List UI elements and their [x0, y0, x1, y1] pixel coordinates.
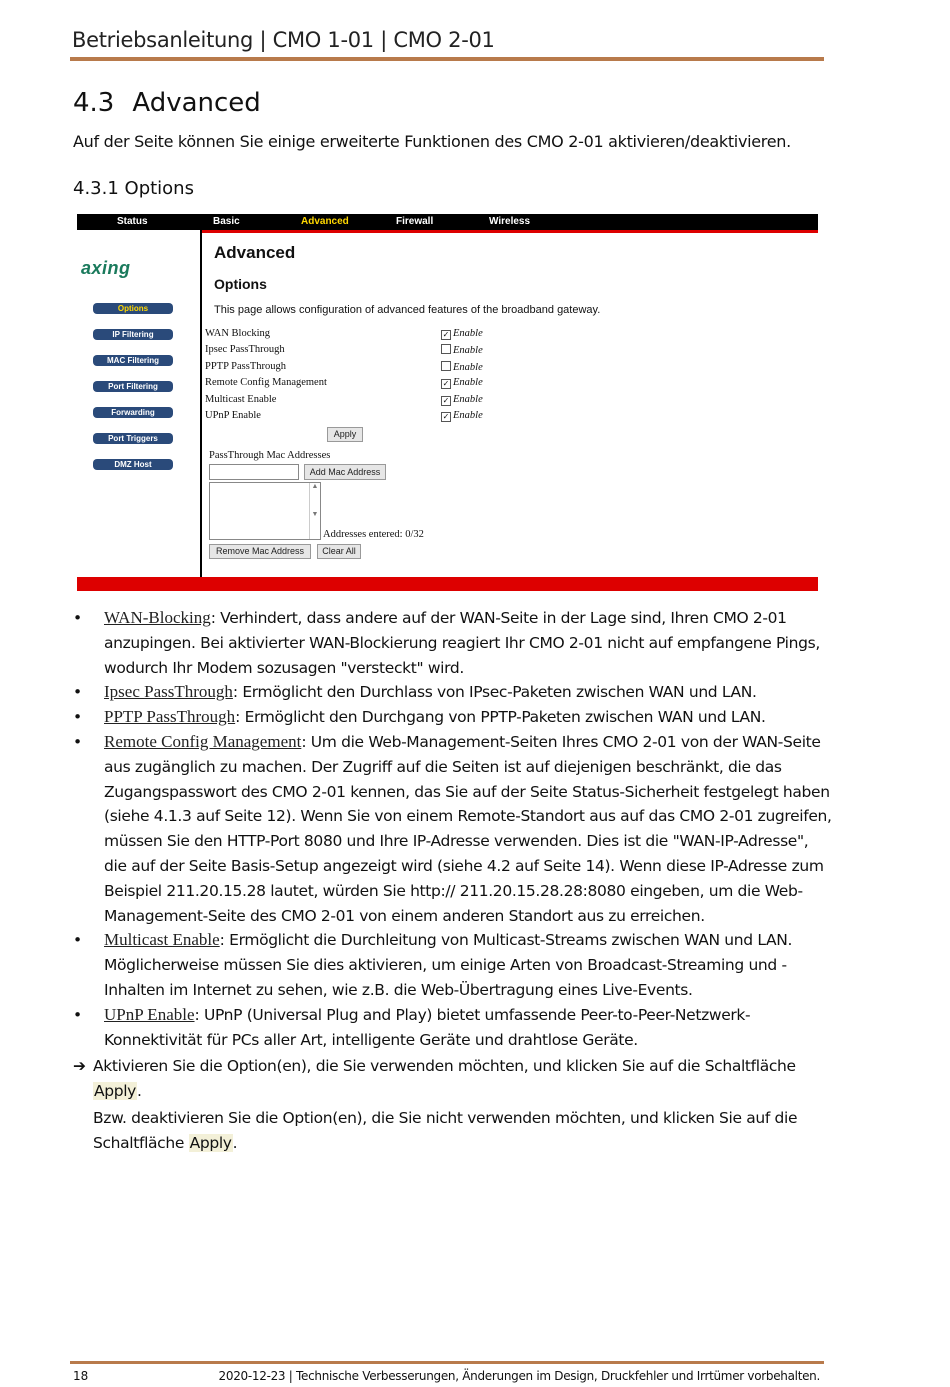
bullet-text: : UPnP (Universal Plug and Play) bietet umfassende Peer-to-Peer-Netzwerk-Konnektivität für PCs aller Art, intelligente Geräte und drahtlose Geräte. — [104, 1005, 751, 1049]
section-title: Advanced — [132, 88, 261, 118]
sidebar-item-ip-filtering: IP Filtering — [93, 329, 173, 340]
option-checkbox: ✓ Enable — [442, 394, 483, 405]
page-number: 18 — [73, 1369, 89, 1383]
router-screenshot — [77, 214, 818, 591]
bullet-text: : Ermöglicht die Durchleitung von Multicast-Streams zwischen WAN und LAN. Möglicherweise müssen Sie dies aktivieren, um einige Arten von Broadcast-Streaming und -Inhalten im Internet zu sehen, wie z.B. die Web-Übertragung eines Live-Events. — [104, 931, 793, 999]
checkbox-icon: ✓ — [442, 396, 450, 405]
scrollbar: ▲ ▼ — [309, 483, 320, 539]
section-number: 4.3 — [73, 88, 115, 118]
header-rule — [70, 57, 824, 61]
document-header: Betriebsanleitung | CMO 1-01 | CMO 2-01 — [72, 28, 495, 52]
bullet-term: PPTP PassThrough — [104, 707, 236, 727]
bullet-text: : Verhindert, dass andere auf der WAN-Seite in der Lage sind, Ihren CMO 2-01 anzupingen. Bei aktivierter WAN-Blockierung reagiert Ihr CMO 2-01 nicht auf empfangene Pings, wodurch Ihr Modem sozusagen "versteckt" wird. — [104, 609, 820, 677]
list-item: • Ipsec PassThrough: Ermöglicht den Durchlass von IPsec-Paketen zwischen WAN und LAN. — [73, 682, 757, 702]
list-item: • PPTP PassThrough: Ermöglicht den Durchgang von PPTP-Paketen zwischen WAN und LAN. — [73, 707, 766, 727]
sidebar-item-forwarding: Forwarding — [93, 407, 173, 418]
top-navigation — [77, 214, 818, 230]
list-item: • Multicast Enable: Ermöglicht die Durchleitung von Multicast-Streams zwischen WAN und LAN. Möglicherweise müssen Sie dies aktivieren, um einige Arten von Broadcast-Streaming und -Inhalten im Internet zu sehen, wie z.B. die Web-Übertragung eines Live-Events. — [73, 930, 793, 999]
passthrough-label: PassThrough Mac Addresses — [209, 450, 331, 461]
apply-reference: Apply — [189, 1133, 232, 1152]
mac-address-list — [209, 482, 321, 540]
list-item: • UPnP Enable: UPnP (Universal Plug and Play) bietet umfassende Peer-to-Peer-Netzwerk-Konnektivität für PCs aller Art, intelligente Geräte und drahtlose Geräte. — [73, 1004, 751, 1049]
option-checkbox: ✓ Enable — [442, 328, 483, 339]
logo-tagline — [147, 262, 187, 267]
apply-button: Apply — [327, 427, 363, 442]
clear-all-button: Clear All — [317, 544, 361, 559]
sidebar-item-port-triggers: Port Triggers — [93, 433, 173, 444]
bullet-term: Ipsec PassThrough — [104, 682, 233, 702]
arrow-right-icon: ➔ — [73, 1057, 86, 1076]
add-mac-button: Add Mac Address — [304, 464, 386, 480]
nav-advanced: Advanced — [301, 216, 349, 227]
option-label: Ipsec PassThrough — [205, 344, 285, 355]
checkbox-icon: ✓ — [442, 412, 450, 421]
nav-status: Status — [117, 216, 148, 227]
intro-text: Auf der Seite können Sie einige erweiterte Funktionen des CMO 2-01 aktivieren/deaktivieren. — [73, 132, 791, 151]
bullet-term: Remote Config Management — [104, 731, 302, 751]
option-checkbox: Enable — [441, 344, 483, 356]
list-item: • WAN-Blocking: Verhindert, dass andere auf der WAN-Seite in der Lage sind, Ihren CMO 2-01 anzupingen. Bei aktivierter WAN-Blockierung reagiert Ihr CMO 2-01 nicht auf empfangene Pings, wodurch Ihr Modem sozusagen "versteckt" wird. — [73, 608, 820, 677]
bullet-term: Multicast Enable — [104, 930, 220, 950]
instruction-line: ➔ Aktivieren Sie die Option(en), die Sie verwenden möchten, und klicken Sie auf die Schaltfläche Apply. — [73, 1054, 833, 1104]
sidebar-item-options: Options — [93, 303, 173, 314]
bullet-text: : Um die Web-Management-Seiten Ihres CMO 2-01 von der WAN-Seite aus zugänglich zu machen. Der Zugriff auf die Seiten ist auf diejenigen beschränkt, die das Zugangspasswort des CMO 2-01 kennen, das Sie auf der Seite Status-Sicherheit festgelegt haben (siehe 4.1.3 auf Seite 12). Wenn Sie von einem Remote-Standort aus auf das CMO 2-01 zugreifen, müssen Sie den HTTP-Port 8080 und Ihre IP-Adresse verwenden. Dies ist die "WAN-IP-Adresse", die auf der Seite Basis-Setup angezeigt wird (siehe 4.2 auf Seite 14). Wenn diese IP-Adresse zum Beispiel 211.20.15.28 lautet, würden Sie http:// 211.20.15.28.28:8080 eingeben, um die Web-Management-Seite des CMO 2-01 von einem anderen Standort aus zu erreichen. — [104, 732, 832, 925]
sidebar-item-port-filtering: Port Filtering — [93, 381, 173, 392]
nav-basic: Basic — [213, 216, 240, 227]
remove-mac-button: Remove Mac Address — [209, 544, 311, 559]
option-label: Multicast Enable — [205, 394, 277, 405]
option-label: UPnP Enable — [205, 410, 261, 421]
option-checkbox: ✓ Enable — [442, 377, 483, 388]
instruction-line: Bzw. deaktivieren Sie die Option(en), die Sie nicht verwenden möchten, und klicken Sie auf die Schaltfläche Apply. — [93, 1108, 798, 1152]
mac-address-input — [209, 464, 299, 480]
option-checkbox: ✓ Enable — [442, 410, 483, 421]
bullet-term: WAN-Blocking — [104, 608, 211, 627]
bottom-accent-bar — [77, 577, 818, 591]
checkbox-icon: ✓ — [442, 379, 450, 388]
footer-rule — [70, 1361, 824, 1364]
bullet-text: : Ermöglicht den Durchgang von PPTP-Paketen zwischen WAN und LAN. — [235, 708, 766, 727]
apply-reference: Apply — [94, 1082, 137, 1101]
option-checkbox: Enable — [441, 361, 483, 373]
section-heading — [73, 88, 261, 118]
option-label: Remote Config Management — [205, 377, 327, 388]
nav-firewall: Firewall — [396, 216, 434, 227]
body-text — [73, 606, 833, 1156]
sidebar-item-dmz-host: DMZ Host — [93, 459, 173, 470]
sidebar-item-mac-filtering: MAC Filtering — [93, 355, 173, 366]
sidebar-divider — [200, 230, 202, 577]
panel-title: Options — [214, 276, 267, 292]
bullet-text: : Ermöglicht den Durchlass von IPsec-Paketen zwischen WAN und LAN. — [232, 683, 757, 702]
axing-logo: axing — [81, 258, 131, 278]
addresses-count: Addresses entered: 0/32 — [323, 529, 424, 540]
list-item: • Remote Config Management: Um die Web-Management-Seiten Ihres CMO 2-01 von der WAN-Seite aus zugänglich zu machen. Der Zugriff auf die Seiten ist auf diejenigen beschränkt, die das Zugangspasswort des CMO 2-01 kennen, das Sie auf der Seite Status-Sicherheit festgelegt haben (siehe 4.1.3 auf Seite 12). Wenn Sie von einem Remote-Standort aus auf das CMO 2-01 zugreifen, müssen Sie den HTTP-Port 8080 und Ihre IP-Adresse verwenden. Dies ist die "WAN-IP-Adresse", die auf der Seite Basis-Setup angezeigt wird (siehe 4.2 auf Seite 14). Wenn diese IP-Adresse zum Beispiel 211.20.15.28 lautet, würden Sie http:// 211.20.15.28.28:8080 eingeben, um die Web-Management-Seite des CMO 2-01 von einem anderen Standort aus zu erreichen. — [73, 731, 832, 925]
option-label: WAN Blocking — [205, 328, 271, 339]
option-label: PPTP PassThrough — [205, 361, 287, 372]
nav-wireless: Wireless — [489, 216, 531, 227]
checkbox-icon — [441, 344, 451, 354]
footer-note: 2020-12-23 | Technische Verbesserungen, Änderungen im Design, Druckfehler und Irrtümer vorbehalten. — [218, 1369, 820, 1383]
subsection-heading: 4.3.1 Options — [73, 178, 194, 199]
top-accent-bar — [202, 230, 818, 233]
panel-description: This page allows configuration of advanced features of the broadband gateway. — [214, 304, 601, 316]
checkbox-icon: ✓ — [442, 330, 450, 339]
page-title: Advanced — [214, 243, 296, 262]
checkbox-icon — [441, 361, 451, 371]
bullet-term: UPnP Enable — [104, 1004, 195, 1024]
